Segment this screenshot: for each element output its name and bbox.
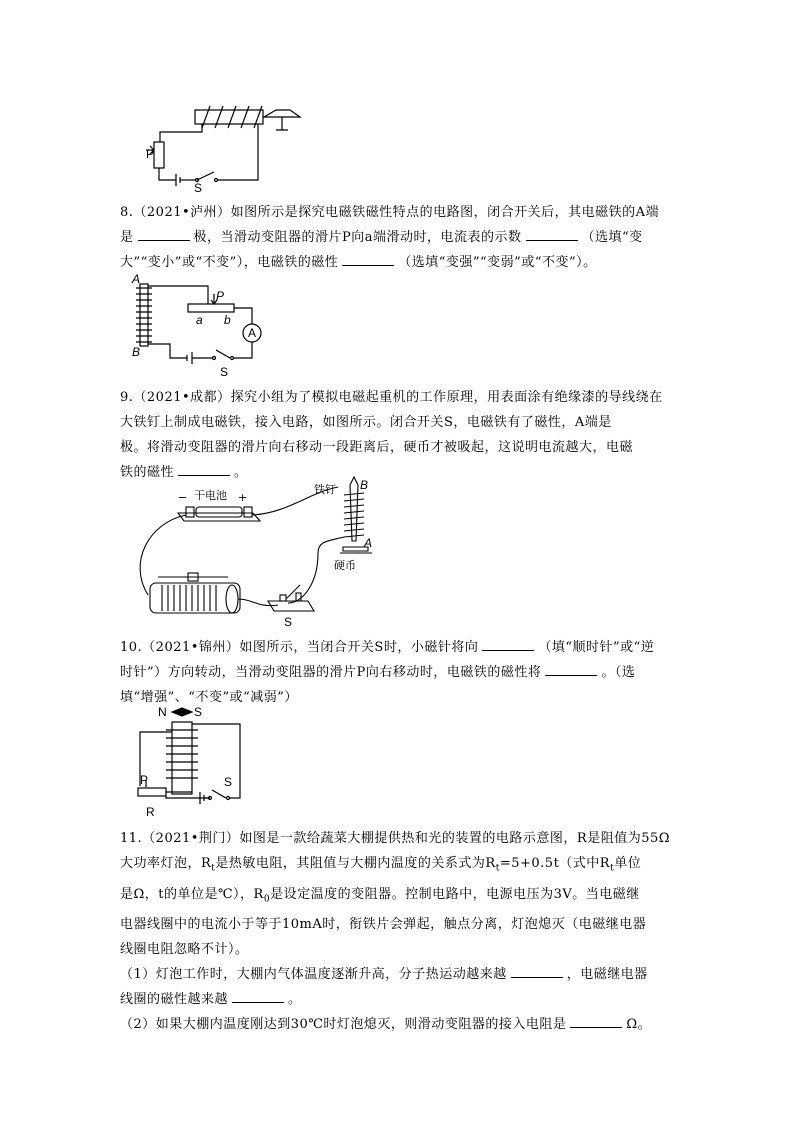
- label-s: S: [284, 615, 293, 629]
- q11-sub1-line2-post: 。: [288, 992, 302, 1008]
- label-a-end: A: [132, 272, 141, 286]
- q10-line2: [120, 660, 680, 685]
- label-s-pole: S: [194, 705, 203, 719]
- q10-line1: [120, 635, 680, 660]
- label-s: S: [224, 775, 233, 789]
- battery: [187, 352, 192, 364]
- coil-winding: [166, 730, 198, 778]
- rheostat: [154, 142, 164, 168]
- q11-line2: [120, 851, 680, 882]
- q11-sub1-line2: [120, 987, 680, 1012]
- answer-blank[interactable]: [511, 963, 563, 978]
- coin-label: 硬币: [334, 559, 356, 572]
- q11-sub1: [120, 962, 680, 987]
- label-p: P: [216, 289, 225, 303]
- iron-plate: [264, 110, 300, 117]
- answer-blank[interactable]: [138, 226, 190, 241]
- q8-line2: [120, 225, 680, 250]
- q9-line4-post: 。: [234, 465, 248, 480]
- coil-winding: [202, 106, 262, 128]
- rheostat: [138, 788, 166, 796]
- electromagnet-core: [195, 110, 263, 124]
- q11-line1: 11.（2021•荆门）如图是一款给蔬菜大棚提供热和光的装置的电路示意图，R是阻值为55Ω: [120, 831, 671, 846]
- subscript: 0: [263, 894, 271, 905]
- answer-blank[interactable]: [482, 636, 534, 651]
- subscript: t: [495, 863, 500, 874]
- label-p: P: [140, 773, 149, 787]
- question-8: [120, 200, 680, 275]
- label-s: S: [194, 181, 203, 195]
- q8-line2-post: （选填“变: [581, 230, 643, 245]
- q9-line1: 9.（2021•成都）探究小组为了模拟电磁起重机的工作原理，用表面涂有绝缘漆的导线绕在: [120, 390, 663, 405]
- subscript: t: [211, 863, 216, 874]
- q10-line2-post: 。（选: [601, 665, 636, 680]
- q11-sub2-post: Ω。: [626, 1017, 652, 1033]
- q10-line2-pre: 时针”）方向转动，当滑动变阻器的滑片P向右移动时，电磁铁的磁性将: [120, 665, 542, 680]
- q11-line2-end: 单位: [614, 856, 642, 871]
- q7-circuit-figure: [140, 100, 320, 195]
- subscript: t: [610, 863, 615, 874]
- compass-needle: [172, 708, 192, 716]
- electromagnet-core: [172, 722, 192, 794]
- q10-circuit-figure: [130, 702, 270, 822]
- question-10: [120, 635, 680, 710]
- label-r: R: [146, 805, 155, 819]
- answer-blank[interactable]: [545, 661, 597, 676]
- battery-label: 干电池: [194, 489, 227, 502]
- label-p: P: [146, 147, 155, 161]
- q8-line3-pre: 大”“变小”或“不变”），电磁铁的磁性: [120, 255, 339, 270]
- q11-line2-mid: 是热敏电阻，其阻值与大棚内温度的关系式为R: [215, 856, 496, 871]
- answer-blank[interactable]: [342, 251, 394, 266]
- q8-circuit-figure: [130, 272, 280, 382]
- q10-line1-post: （填“顺时针”或“逆: [538, 640, 655, 655]
- label-b-end: B: [132, 345, 141, 359]
- nail-label: 铁钉: [314, 483, 336, 496]
- q9-line2: 大铁钉上制成电磁铁，接入电路，如图所示。闭合开关S，电磁铁有了磁性，A端是: [120, 415, 612, 430]
- q9-apparatus-figure: [128, 473, 398, 633]
- label-a-terminal: a: [196, 313, 203, 327]
- iron-nail: [350, 477, 358, 541]
- answer-blank[interactable]: [526, 226, 578, 241]
- switch: [197, 172, 214, 180]
- plus-sign: +: [238, 491, 248, 504]
- answer-blank[interactable]: [570, 1013, 622, 1028]
- q11-sub2: [120, 1012, 680, 1037]
- switch: [216, 350, 230, 358]
- q8-line1: 8.（2021•泸州）如图所示是探究电磁铁磁性特点的电路图，闭合开关后，其电磁铁的A端: [120, 205, 660, 220]
- coil-winding: [344, 493, 364, 537]
- q8-line3-post: （选填“变强”“变弱”或“不变”）。: [398, 255, 597, 270]
- label-b-terminal: b: [224, 313, 231, 327]
- label-b: B: [360, 478, 369, 492]
- electromagnet-core: [140, 284, 148, 346]
- q11-line2-post: =5+0.5t（式中R: [499, 856, 611, 871]
- battery: [196, 507, 242, 517]
- question-9: [120, 385, 680, 485]
- ammeter-label: A: [248, 326, 257, 340]
- minus-sign: −: [178, 491, 188, 504]
- q11-line3: [120, 882, 680, 913]
- q11-line2-pre: 大功率灯泡，R: [120, 856, 212, 871]
- q9-line3: 极。将滑动变阻器的滑片向右移动一段距离后，硬币才被吸起，这说明电流越大，电磁: [120, 440, 634, 455]
- q9-line4-pre: 铁的磁性: [120, 465, 175, 480]
- q10-line1-pre: 10.（2021•锦州）如图所示，当闭合开关S时，小磁针将向: [120, 640, 479, 655]
- q8-line2-pre: 是: [120, 230, 134, 245]
- q8-line2-mid: 极，当滑动变阻器的滑片P向a端滑动时，电流表的示数: [193, 230, 522, 245]
- label-a: A: [364, 536, 373, 550]
- q11-sub1-pre: （1）灯泡工作时，大棚内气体温度逐渐升高，分子热运动越来越: [120, 967, 507, 983]
- q11-line3-pre: 是Ω，t的单位是℃），R: [120, 886, 264, 902]
- q11-line5: 线圈电阻忽略不计）。: [120, 942, 249, 958]
- answer-blank[interactable]: [232, 988, 284, 1003]
- label-s: S: [220, 365, 229, 379]
- q11-sub1-post: ，电磁继电器: [566, 967, 648, 983]
- q11-line3-post: 是设定温度的变阻器。控制电路中，电源电压为3V。当电磁继: [270, 886, 640, 902]
- label-n-pole: N: [158, 705, 167, 719]
- switch: [212, 790, 226, 798]
- q11-sub2-pre: （2）如果大棚内温度刚达到30℃时灯泡熄灭，则滑动变阻器的接入电阻是: [120, 1017, 567, 1033]
- q11-sub1-line2-pre: 线圈的磁性越来越: [120, 992, 229, 1008]
- question-11: [120, 826, 680, 1037]
- q11-line4: 电器线圈中的电流小于等于10mA时，衔铁片会弹起，触点分离，灯泡熄灭（电磁继电器: [120, 917, 647, 933]
- q10-line3: 填“增强”、“不变”或“减弱”）: [120, 690, 298, 705]
- battery: [176, 174, 180, 186]
- coil-winding: [136, 288, 152, 342]
- rheostat: [188, 304, 234, 312]
